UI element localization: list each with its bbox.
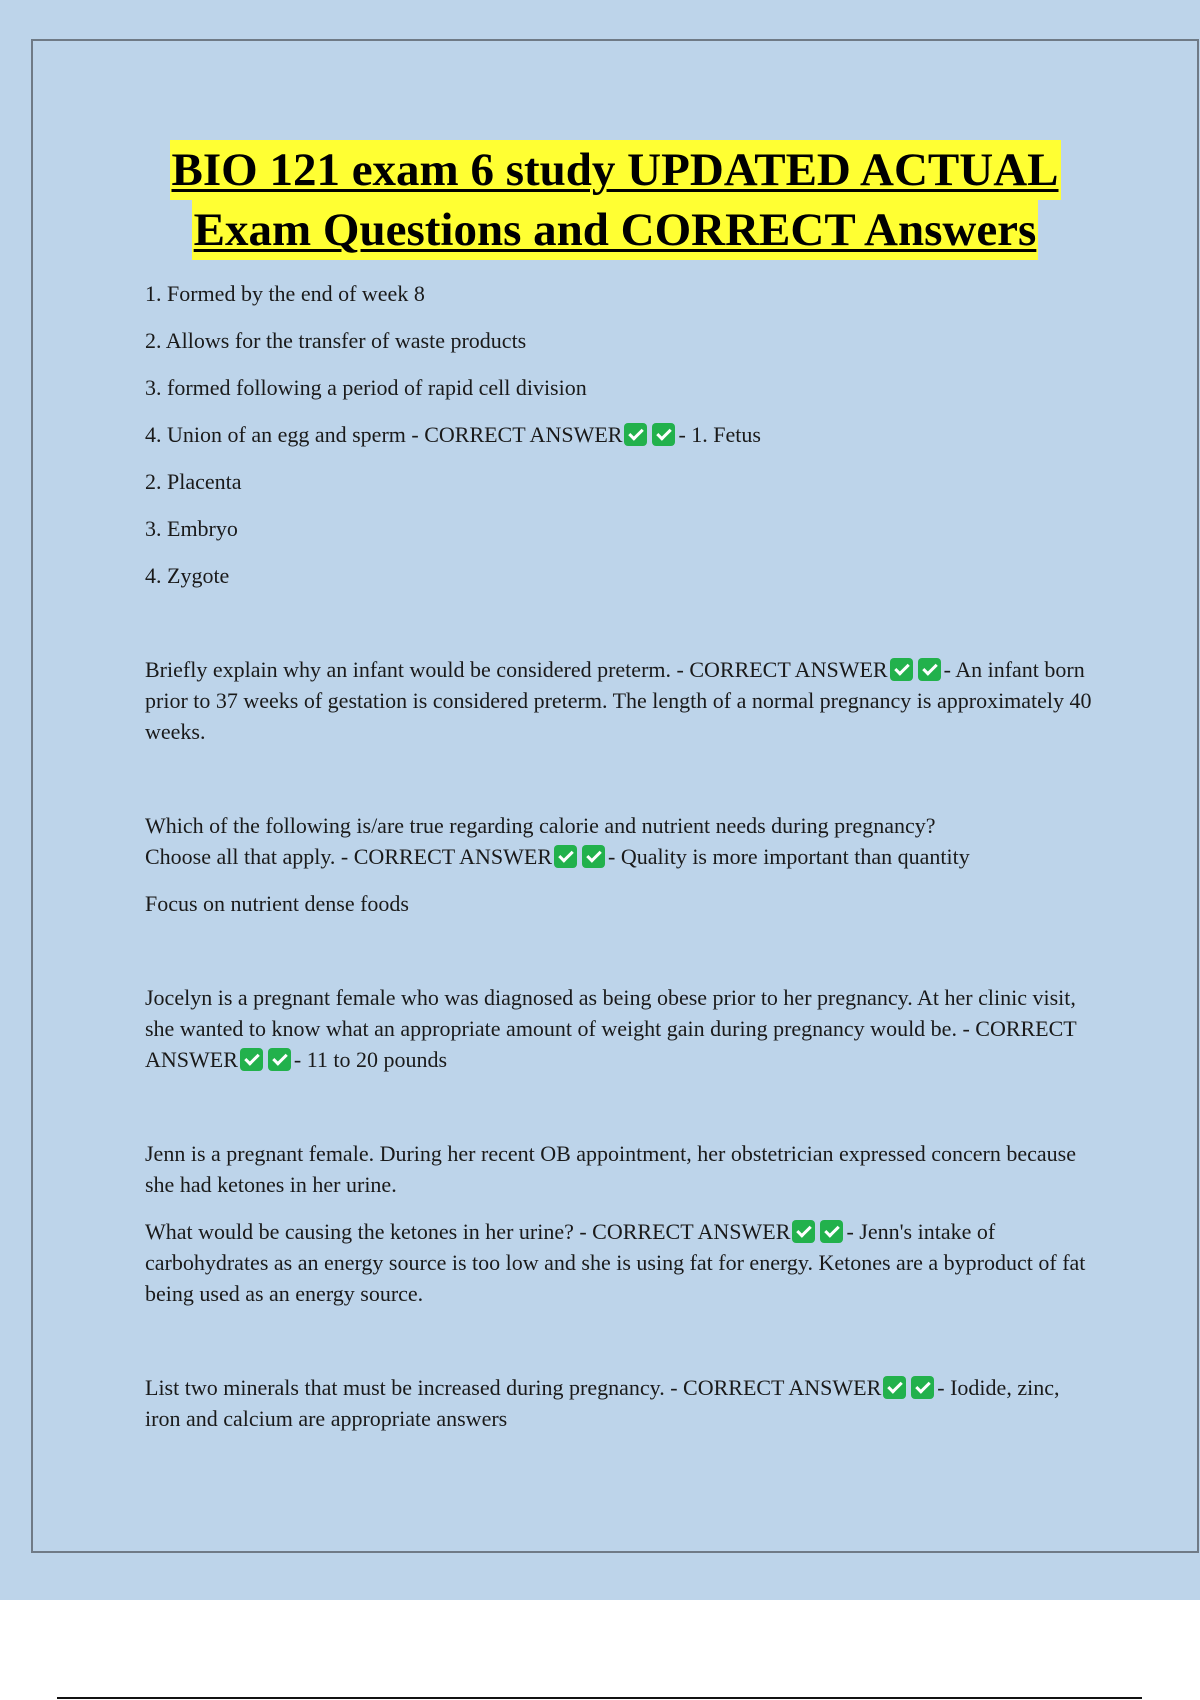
q4-question-text: Jocelyn is a pregnant female who was diagnosed as being obese prior to her pregnancy. At her clinic visit, she wanted to know what an appropriate amount of weight gain during pregnancy would be. - CORRECT ANSWER bbox=[145, 985, 1077, 1072]
check-icon bbox=[883, 1376, 906, 1399]
check-icon bbox=[911, 1376, 934, 1399]
q6-answer-rest: Iodide, zinc, iron and calcium are appropriate answers bbox=[145, 1375, 1060, 1431]
q6-answer-start: - bbox=[937, 1375, 945, 1400]
q6-question-text: List two minerals that must be increased during pregnancy. - CORRECT ANSWER bbox=[145, 1375, 882, 1400]
q3-question-line-2-block bbox=[145, 841, 1095, 872]
q3-question-line-2: Choose all that apply. - CORRECT ANSWER bbox=[145, 844, 552, 869]
q5-question-text: What would be causing the ketones in her urine? - CORRECT ANSWER bbox=[145, 1219, 791, 1244]
check-icon bbox=[624, 423, 647, 446]
check-icon bbox=[820, 1220, 843, 1243]
title-line-2: Exam Questions and CORRECT Answers bbox=[192, 200, 1039, 260]
q2-block bbox=[145, 654, 1095, 747]
q1-item-3: 3. formed following a period of rapid cell division bbox=[145, 375, 587, 400]
q5-answer-start: - Jenn's intake of bbox=[846, 1219, 996, 1244]
title-line-1: BIO 121 exam 6 study UPDATED ACTUAL bbox=[170, 140, 1061, 200]
q1-answer-1: - 1. Fetus bbox=[678, 422, 761, 447]
q1-answer-4: 4. Zygote bbox=[145, 563, 230, 588]
check-icon bbox=[240, 1048, 263, 1071]
q4-block bbox=[145, 982, 1095, 1075]
footer-rule bbox=[57, 1697, 1142, 1699]
document-body bbox=[145, 278, 1095, 1434]
check-icon bbox=[582, 845, 605, 868]
check-icon bbox=[918, 658, 941, 681]
q1-answer-3: 3. Embryo bbox=[145, 516, 238, 541]
q3-answer-2: Focus on nutrient dense foods bbox=[145, 891, 409, 916]
check-icon bbox=[268, 1048, 291, 1071]
q6-block bbox=[145, 1372, 1095, 1434]
q1-item-2: 2. Allows for the transfer of waste products bbox=[145, 328, 527, 353]
check-icon bbox=[792, 1220, 815, 1243]
check-icon bbox=[652, 423, 675, 446]
document-title bbox=[40, 140, 1190, 260]
check-icon bbox=[554, 845, 577, 868]
q5-block bbox=[145, 1216, 1095, 1309]
q5-answer-rest: carbohydrates as an energy source is too low and she is using fat for energy. Ketones are a byproduct of fat being used as an energy source. bbox=[145, 1250, 1086, 1306]
q1-answer-2: 2. Placenta bbox=[145, 469, 242, 494]
q3-question-line-1: Which of the following is/are true regarding calorie and nutrient needs during pregnancy? bbox=[145, 813, 936, 838]
q1-item-1: 1. Formed by the end of week 8 bbox=[145, 281, 425, 306]
check-icon bbox=[890, 658, 913, 681]
q2-answer-start: - An bbox=[943, 657, 983, 682]
q1-question-text: 4. Union of an egg and sperm - CORRECT ANSWER bbox=[145, 422, 623, 447]
q3-answer-1: - Quality is more important than quantity bbox=[608, 844, 970, 869]
q2-answer-rest: infant born prior to 37 weeks of gestation is considered preterm. The length of a normal pregnancy is approximately 40 weeks. bbox=[145, 657, 1092, 744]
q4-answer: - 11 to 20 pounds bbox=[293, 1047, 448, 1072]
q5-context: Jenn is a pregnant female. During her recent OB appointment, her obstetrician expressed concern because she had ketones in her urine. bbox=[145, 1141, 1076, 1197]
q2-question-text: Briefly explain why an infant would be considered preterm. - CORRECT ANSWER bbox=[145, 657, 888, 682]
q1-item-4 bbox=[145, 419, 1095, 450]
